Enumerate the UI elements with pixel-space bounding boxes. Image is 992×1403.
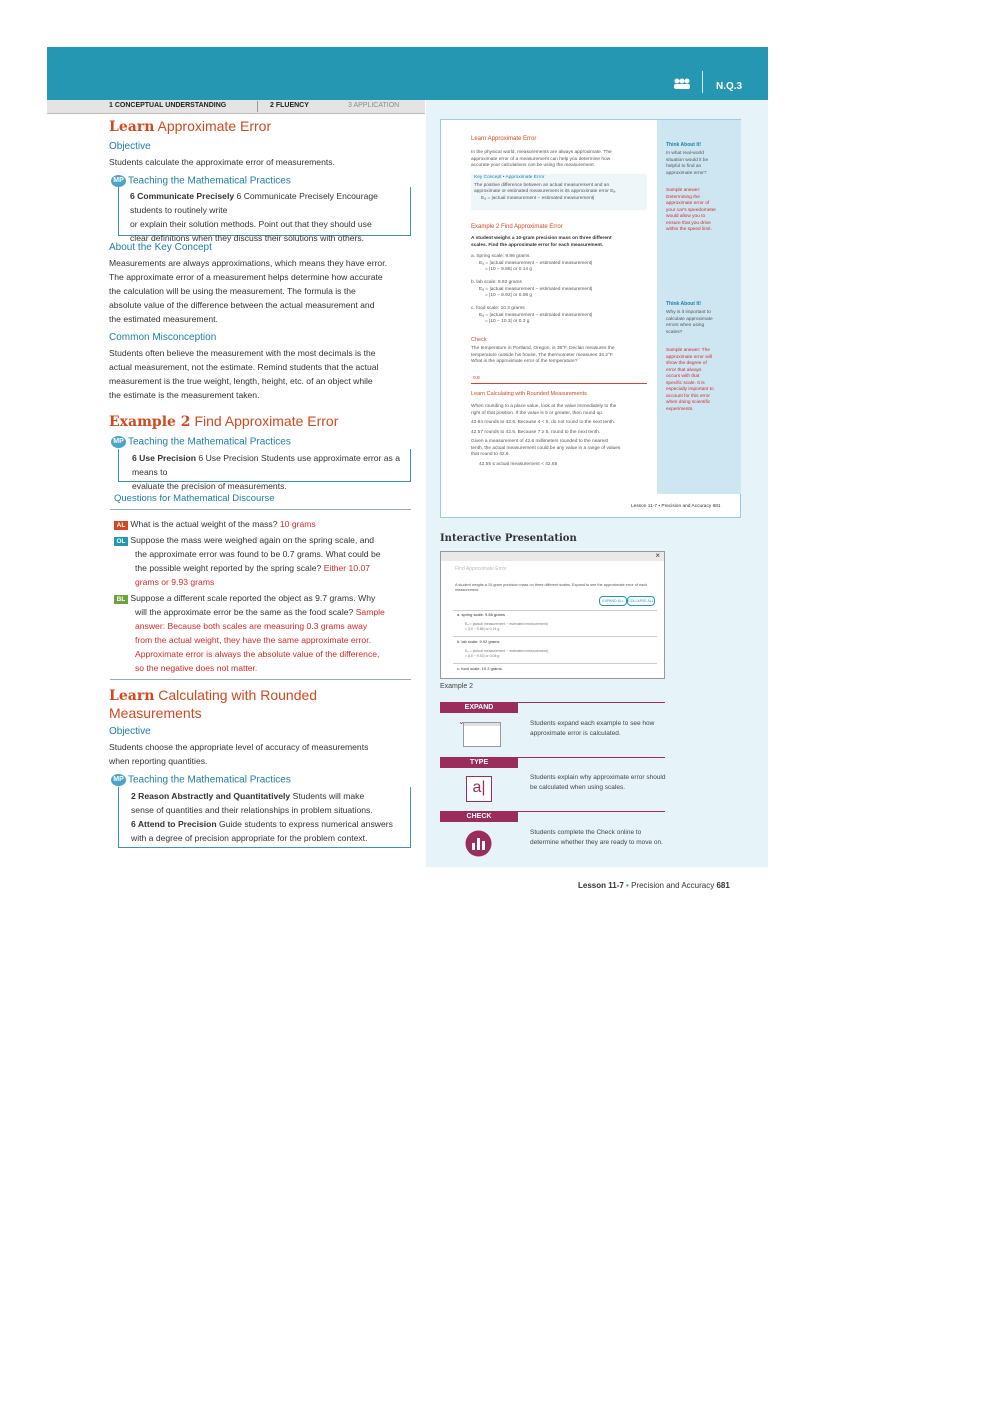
check-chart-icon	[465, 830, 492, 857]
sp-think1-title: Think About It!	[666, 142, 702, 148]
tmp-line: clear definitions when they discuss their solutions with others.	[130, 233, 365, 243]
frame-titlebar	[441, 552, 664, 561]
example2-tmp-heading: MP Teaching the Mathematical Practices	[111, 436, 291, 448]
interactive-frame	[440, 551, 665, 679]
interactive-heading: Interactive Presentation	[440, 533, 577, 544]
type-description: Students explain why approximate error should be calculated when using scales.	[530, 774, 666, 791]
footer-lesson: Lesson 11-7	[578, 881, 624, 890]
question-ol: OL Suppose the mass were weighed again on the spring scale, and the approximate error was found to be 0.7 grams. What could be the possible weight reported by the spring scale? Either 10.07 grams or 9.93 grams	[114, 533, 414, 589]
tmp-line: evaluate the precision of measurements.	[132, 481, 287, 491]
sp-think1-answer: Sample answer: Determining the approximate error of your car's speedometer would allow you to ensure that you drive within the speed limit.	[666, 188, 716, 232]
tmp-line: 6 Use Precision 6 Use Precision Students use approximate error as a means to	[132, 453, 400, 477]
frame-row-a[interactable]: a. spring scale: 9.86 grams	[457, 612, 506, 617]
badge-al: AL	[114, 521, 128, 530]
about-text: Measurements are always approximations, which means they have error. The approximate error of a measurement helps determine how accurate the calculation will be using the measurement. The formula is the absolute value of the difference between the actual measurement and the estimated measurement.	[109, 258, 387, 324]
close-icon[interactable]: ×	[655, 551, 660, 560]
frame-row-a-work: Eₐ = |actual measurement − estimated measurement| = |10 − 9.86| or 0.14 g	[465, 622, 548, 631]
check-tag: CHECK	[440, 811, 518, 822]
sp-check-heading: Check	[471, 337, 487, 343]
learn2-objective-heading: Objective	[109, 726, 151, 737]
learn1-keyword: Learn	[109, 119, 155, 135]
example2-keyword: Example 2	[109, 414, 191, 430]
question-al: AL What is the actual weight of the mass? 10 grams	[114, 517, 316, 531]
expand-all-button[interactable]: EXPAND ALL	[599, 596, 627, 606]
sp-think2-title: Think About It!	[666, 301, 702, 307]
footer-page: 681	[716, 881, 730, 890]
row-divider	[453, 610, 657, 611]
student-page-thumbnail	[440, 119, 741, 518]
frame-row-b-work: Eₐ = |actual measurement − estimated measurement| = |10 − 9.92| or 0.08 g	[465, 649, 548, 658]
sp-think2-answer: Sample answer: The approximate error will show the degree of error that always occurs with that specific scale. It is especially important to account for this error when doing scientific experiments.	[666, 348, 714, 412]
misconception-text: Students often believe the measurement with the most decimals is the actual measurement, not the estimate. Remind students that the actual measurement is the true weight, length, height, etc. of an object while the estimate is the measurement taken.	[109, 348, 379, 400]
sp-learn-title: Learn Approximate Error	[471, 136, 537, 142]
frame-row-b[interactable]: b. lab scale: 9.92 grams	[457, 639, 500, 644]
sp-intro: In the physical world, measurements are always approximate. The approximate error of a measurement can help you determine how accurate your calculations can be using the measurement.	[471, 150, 612, 168]
row-divider	[453, 636, 657, 637]
tab-application: 3 APPLICATION	[348, 102, 400, 109]
tag-rule	[518, 811, 665, 812]
learn1-objective-text: Students calculate the approximate error of measurements.	[109, 157, 335, 167]
expand-tag: EXPAND	[440, 702, 518, 713]
sp-part-a: a. Spring scale: 9.86 grams Eₐ = |actual measurement − estimated measurement| = |10 − 9.86| or 0.14 g	[471, 254, 593, 272]
check-description: Students complete the Check online to determine whether they are ready to move on.	[530, 829, 663, 846]
type-tag: TYPE	[440, 757, 518, 768]
sp-learn2-title: Learn Calculating with Rounded Measurements	[471, 391, 587, 397]
type-icon: a|	[466, 776, 492, 802]
sp-think2-text: Why is it important to calculate approximate errors when using scales?	[666, 310, 713, 335]
tmp-line: or explain their solution methods. Point out that they should use	[130, 219, 372, 229]
sp-part-b: b. lab scale: 9.92 grams Eₐ = |actual measurement − estimated measurement| = |10 − 9.92| or 0.08 g	[471, 280, 593, 298]
frame-title: Find Approximate Error	[455, 566, 507, 572]
tab-underline	[47, 113, 425, 114]
learn2-tmp-box: 2 Reason Abstractly and Quantitatively Students will make sense of quantities and their relationships in problem situations. 6 Attend to Precision Guide students to express numerical answers with a degree of precision appropriate for the problem context.	[118, 787, 411, 848]
learn1-tmp-heading: MP Teaching the Mathematical Practices	[111, 175, 291, 187]
top-banner	[47, 47, 768, 100]
footer-title: Precision and Accuracy	[631, 881, 715, 890]
page-footer: Lesson 11-7 • Precision and Accuracy 681	[578, 881, 730, 890]
badge-bl: BL	[114, 595, 128, 604]
group-icon	[672, 78, 692, 90]
learn1-title: Approximate Error	[157, 118, 272, 134]
mp-icon: MP	[111, 774, 126, 786]
misconception-heading: Common Misconception	[109, 332, 217, 343]
learn2-keyword: Learn	[109, 688, 155, 704]
learn1-heading	[109, 118, 271, 135]
frame-text: A student weighs a 10-gram precision mass on three different scales. Expand to see the approximate error of each measurement.	[455, 583, 648, 592]
collapse-all-button[interactable]: COLLAPSE ALL	[627, 596, 655, 606]
sp-part-c: c. food scale: 10.3 grams Eₐ = |actual measurement − estimated measurement| = |10 − 10.3| or 0.3 g	[471, 306, 593, 324]
example2-tmp-box	[118, 449, 411, 491]
sp-learn2-text: When rounding to a place value, look at the value immediately to the right of that position. If the value is 5 or greater, then round up. 42.64 rounds to 42.6. Because 4 < 5, do not round to the next tenth. 42.57 rounds to 42.6. Because 7 ≥ 5, round to the next tenth. Given a measurement of 42.6 millimeters rounded to the nearest tenth, the actual measurement could be any value in a range of values that round to 42.6. 42.55 ≤ actual measurement < 42.65	[471, 404, 621, 467]
expand-widget-icon: ⌄	[463, 722, 501, 747]
tag-rule	[518, 757, 665, 758]
badge-ol: OL	[114, 537, 128, 546]
learn2-objective-text: Students choose the appropriate level of accuracy of measurements when reporting quantities.	[109, 742, 369, 766]
sp-key-concept-box: Key Concept • Approximate Error The positive difference between an actual measurement and an approximate or estimated measurement is its approximate error Eₐ. Eₐ = |actual measurement − estimated measurement|	[471, 174, 647, 210]
standard-code: N.Q.3	[716, 81, 743, 92]
frame-row-c[interactable]: c. food scale: 10.3 grams	[457, 666, 502, 671]
sp-think1-text: In what real-world situation would it be helpful to find an approximate error?	[666, 151, 709, 176]
learn2-heading: Learn Calculating with Rounded Measurements	[109, 687, 318, 721]
learn1-objective-heading: Objective	[109, 141, 151, 152]
sp-rule	[471, 383, 647, 384]
tab-conceptual: 1 CONCEPTUAL UNDERSTANDING	[109, 102, 227, 109]
discourse-heading: Questions for Mathematical Discourse	[114, 493, 275, 504]
learn1-tmp-box	[118, 187, 411, 243]
banner-divider	[702, 71, 703, 93]
sp-example-prompt: A student weighs a 10-gram precision mass on three different scales. Find the approximate error for each measurement.	[471, 236, 612, 248]
progression-tabs	[47, 100, 425, 113]
sp-check-text: The temperature in Portland, Oregon, is 35°F. Declan measures the temperature outside his house. The thermometer measures 34.2°F. What is the approximate error of the temperature?	[471, 346, 615, 364]
mp-icon: MP	[111, 436, 126, 448]
example2-heading	[109, 413, 338, 430]
about-heading: About the Key Concept	[109, 242, 212, 253]
tab-fluency: 2 FLUENCY	[270, 102, 309, 109]
sp-footer: Lesson 11-7 • Precision and Accuracy 681	[631, 504, 721, 509]
expand-description: Students expand each example to see how approximate error is calculated.	[530, 720, 655, 737]
discourse-rule	[110, 509, 411, 510]
question-bl: BL Suppose a different scale reported the object as 9.7 grams. Why will the approximate error be the same as the food scale? Sample answer: Because both scales are measuring 0.3 grams away from the actual weight, they have the same approximate error. Approximate error is always the absolute value of the difference, so the negative does not matter.	[114, 591, 414, 675]
row-divider	[453, 663, 657, 664]
learn2-tmp-heading: MP Teaching the Mathematical Practices	[111, 774, 291, 786]
sp-check-answer: 0.8	[473, 376, 480, 381]
example2-title: Find Approximate Error	[194, 413, 339, 429]
tag-rule	[518, 702, 665, 703]
sp-example-title: Example 2 Find Approximate Error	[471, 224, 563, 230]
tab-divider	[257, 101, 258, 112]
tmp-line: 6 Communicate Precisely 6 Communicate Precisely Encourage students to routinely write	[130, 191, 378, 215]
section-rule	[110, 679, 411, 680]
interactive-caption: Example 2	[440, 683, 474, 690]
mp-icon: MP	[111, 175, 126, 187]
